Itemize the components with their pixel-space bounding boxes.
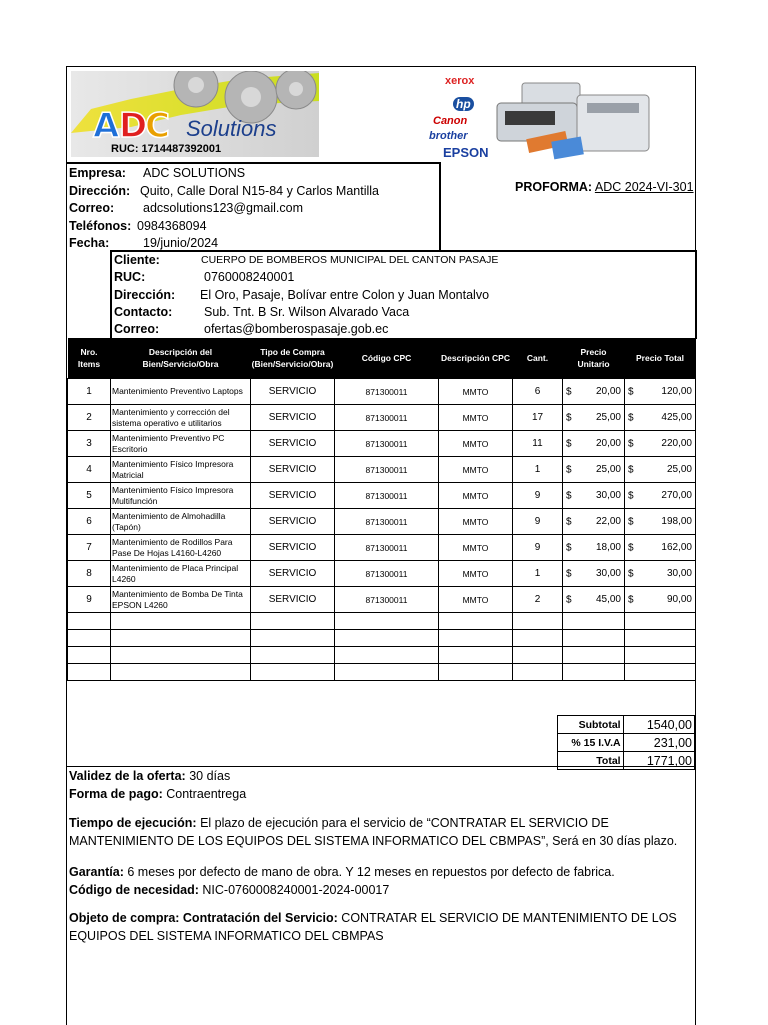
svg-text:A: A [93, 106, 120, 146]
cell-precio-total [625, 457, 696, 483]
table-row [68, 431, 696, 457]
proforma-value: ADC 2024-VI-301 [594, 180, 694, 194]
cell-nro: 8 [68, 561, 111, 587]
brand-hp: hp [453, 97, 474, 111]
company-info [67, 162, 441, 252]
table-header-row [68, 338, 696, 379]
brand-canon: Canon [433, 115, 468, 127]
validez-line [69, 767, 689, 785]
table-row [68, 379, 696, 405]
objeto-value: CONTRATAR EL SERVICIO DE MANTENIMIENTO DE LOS EQUIPOS DEL SISTEMA INFORMATICO DEL CBMPAS [69, 911, 677, 943]
garantia-label: Garantía: [69, 865, 124, 879]
cell-descripcion-cpc: MMTO [439, 431, 513, 457]
cell-tipo: SERVICIO [251, 431, 335, 457]
total-value: 1771,00 [623, 752, 694, 770]
tiempo-label: Tiempo de ejecución: [69, 816, 197, 830]
cell-nro: 5 [68, 483, 111, 509]
cell-descripcion: Mantenimiento y corrección del sistema operativo e utilitarios [111, 405, 251, 431]
client-correo-label: Correo: [114, 322, 160, 336]
precio-unitario-value: 20,00 [595, 438, 621, 449]
cell-codigo-cpc: 871300011 [335, 587, 439, 613]
precio-unitario-value: 20,00 [595, 386, 621, 397]
cell-nro: 1 [68, 379, 111, 405]
cell-codigo-cpc: 871300011 [335, 483, 439, 509]
currency-symbol: $ [566, 594, 572, 605]
cell-cantidad: 6 [513, 379, 563, 405]
tiempo-ejecucion [69, 814, 689, 850]
objeto-label: Objeto de compra: Contratación del Servicio: [69, 911, 338, 925]
cell-descripcion: Mantenimiento de Almohadilla (Tapón) [111, 509, 251, 535]
cell-codigo-cpc: 871300011 [335, 431, 439, 457]
cell-tipo: SERVICIO [251, 509, 335, 535]
cell-precio-total [625, 431, 696, 457]
fecha-label: Fecha: [69, 236, 110, 250]
cell-descripcion-cpc: MMTO [439, 405, 513, 431]
cell-descripcion-cpc: MMTO [439, 587, 513, 613]
currency-symbol: $ [628, 386, 634, 397]
telefonos-value: 0984368094 [137, 219, 207, 233]
cell-cantidad: 2 [513, 587, 563, 613]
currency-symbol: $ [566, 438, 572, 449]
table-row [68, 535, 696, 561]
currency-symbol: $ [628, 490, 634, 501]
cell-precio-total [625, 535, 696, 561]
currency-symbol: $ [566, 542, 572, 553]
cell-precio-unitario [563, 535, 625, 561]
garantia-value: 6 meses por defecto de mano de obra. Y 12 meses en repuestos por defecto de fabrica. [127, 865, 615, 879]
cell-descripcion: Mantenimiento Preventivo PC Escritorio [111, 431, 251, 457]
cell-nro: 4 [68, 457, 111, 483]
cell-precio-total [625, 561, 696, 587]
cell-codigo-cpc: 871300011 [335, 379, 439, 405]
header-precio-unitario: Precio Unitario [563, 338, 625, 379]
currency-symbol: $ [628, 542, 634, 553]
precio-unitario-value: 25,00 [595, 412, 621, 423]
cell-descripcion-cpc: MMTO [439, 483, 513, 509]
currency-symbol: $ [628, 412, 634, 423]
svg-text:D: D [119, 106, 148, 146]
precio-unitario-value: 30,00 [595, 568, 621, 579]
cell-tipo: SERVICIO [251, 535, 335, 561]
currency-symbol: $ [566, 464, 572, 475]
cell-precio-unitario [563, 561, 625, 587]
precio-total-value: 90,00 [666, 594, 692, 605]
client-ruc-label: RUC: [114, 270, 146, 284]
cliente-label: Cliente: [114, 253, 160, 267]
cell-tipo: SERVICIO [251, 587, 335, 613]
precio-total-value: 120,00 [661, 386, 692, 397]
precio-total-value: 198,00 [661, 516, 692, 527]
precio-total-value: 162,00 [661, 542, 692, 553]
proforma-label: PROFORMA: [515, 180, 593, 194]
telefonos-label: Teléfonos: [69, 219, 132, 233]
brand-epson: EPSON [443, 145, 489, 160]
cell-codigo-cpc: 871300011 [335, 535, 439, 561]
svg-text:C: C [145, 106, 170, 146]
logo-solutions-text: Solutions [186, 116, 277, 141]
cell-precio-total [625, 587, 696, 613]
cell-descripcion: Mantenimiento de Placa Principal L4260 [111, 561, 251, 587]
pago-label: Forma de pago: [69, 787, 163, 801]
cell-descripcion-cpc: MMTO [439, 457, 513, 483]
subtotal-label: Subtotal [558, 716, 624, 734]
precio-total-value: 220,00 [661, 438, 692, 449]
cliente-row [114, 252, 684, 269]
cell-cantidad: 1 [513, 561, 563, 587]
empresa-label: Empresa: [69, 166, 126, 180]
cell-tipo: SERVICIO [251, 457, 335, 483]
cell-tipo: SERVICIO [251, 561, 335, 587]
validez-label: Validez de la oferta: [69, 769, 186, 783]
garantia-line [69, 863, 689, 881]
cell-cantidad: 9 [513, 483, 563, 509]
brand-brother: brother [429, 130, 468, 142]
cell-nro: 7 [68, 535, 111, 561]
client-direccion-row [114, 287, 684, 304]
empty-row [68, 647, 696, 664]
company-logo [71, 71, 319, 157]
table-row [68, 587, 696, 613]
table-row [68, 483, 696, 509]
cell-precio-total [625, 405, 696, 431]
client-direccion-value: El Oro, Pasaje, Bolívar entre Colon y Juan Montalvo [200, 288, 490, 302]
brand-xerox: xerox [445, 75, 475, 87]
table-row [68, 405, 696, 431]
cell-descripcion-cpc: MMTO [439, 509, 513, 535]
cell-precio-unitario [563, 431, 625, 457]
empty-row [68, 630, 696, 647]
fecha-value: 19/junio/2024 [143, 236, 219, 250]
validez-value: 30 días [189, 769, 231, 783]
currency-symbol: $ [566, 386, 572, 397]
cell-nro: 6 [68, 509, 111, 535]
cell-precio-unitario [563, 379, 625, 405]
proforma-document [66, 66, 696, 1025]
empresa-row [69, 164, 246, 182]
correo-value: adcsolutions123@gmail.com [143, 201, 303, 215]
proforma-number [515, 180, 694, 194]
total-label: Total [558, 752, 624, 770]
cell-precio-unitario [563, 587, 625, 613]
cell-tipo: SERVICIO [251, 405, 335, 431]
logo-ruc: RUC: 1714487392001 [111, 143, 222, 155]
empresa-value: ADC SOLUTIONS [143, 166, 246, 180]
empty-row [68, 613, 696, 630]
codigo-necesidad-line [69, 881, 689, 899]
cell-precio-total [625, 379, 696, 405]
cell-precio-unitario [563, 457, 625, 483]
client-direccion-label: Dirección: [114, 288, 176, 302]
currency-symbol: $ [566, 490, 572, 501]
pago-line [69, 785, 689, 803]
currency-symbol: $ [628, 568, 634, 579]
direccion-row [69, 182, 379, 200]
currency-symbol: $ [628, 594, 634, 605]
cell-codigo-cpc: 871300011 [335, 405, 439, 431]
cell-precio-total [625, 483, 696, 509]
precio-total-value: 25,00 [666, 464, 692, 475]
table-row [68, 509, 696, 535]
currency-symbol: $ [628, 516, 634, 527]
cell-descripcion-cpc: MMTO [439, 561, 513, 587]
contacto-row [114, 304, 684, 321]
correo-label: Correo: [69, 201, 115, 215]
fecha-row [69, 234, 219, 252]
precio-unitario-value: 25,00 [595, 464, 621, 475]
cell-tipo: SERVICIO [251, 483, 335, 509]
cell-precio-unitario [563, 509, 625, 535]
iva-value: 231,00 [623, 734, 694, 752]
cell-descripcion: Mantenimiento de Bomba De Tinta EPSON L4260 [111, 587, 251, 613]
client-info [110, 250, 697, 339]
currency-symbol: $ [566, 412, 572, 423]
printer-brands-image [427, 73, 657, 165]
totals-table [557, 715, 695, 770]
cell-precio-unitario [563, 483, 625, 509]
header-cantidad: Cant. [513, 338, 563, 379]
contacto-label: Contacto: [114, 305, 173, 319]
objeto-compra [69, 909, 689, 945]
precio-total-value: 270,00 [661, 490, 692, 501]
table-row [68, 457, 696, 483]
cell-descripcion-cpc: MMTO [439, 535, 513, 561]
cell-cantidad: 9 [513, 535, 563, 561]
precio-total-value: 30,00 [666, 568, 692, 579]
cell-nro: 3 [68, 431, 111, 457]
currency-symbol: $ [566, 568, 572, 579]
direccion-label: Dirección: [69, 184, 131, 198]
precio-total-value: 425,00 [661, 412, 692, 423]
cell-cantidad: 1 [513, 457, 563, 483]
codigo-value: NIC-0760008240001-2024-00017 [202, 883, 390, 897]
precio-unitario-value: 18,00 [595, 542, 621, 553]
cell-cantidad: 11 [513, 431, 563, 457]
correo-row [69, 199, 303, 217]
header-descripcion: Descripción del Bien/Servicio/Obra [111, 338, 251, 379]
precio-unitario-value: 30,00 [595, 490, 621, 501]
subtotal-value: 1540,00 [623, 716, 694, 734]
header-precio-total: Precio Total [625, 338, 696, 379]
header-nro: Nro. Items [68, 338, 111, 379]
currency-symbol: $ [628, 464, 634, 475]
cell-descripcion: Mantenimiento Físico Impresora Multifunción [111, 483, 251, 509]
table-row [68, 561, 696, 587]
tiempo-text: El plazo de ejecución para el servicio de “CONTRATAR EL SERVICIO DE MANTENIMIENTO DE LOS EQUIPOS DEL SISTEMA INFORMATICO DEL CBMPAS”, Será en 30 días plazo. [69, 816, 678, 848]
client-ruc-row [114, 269, 684, 286]
client-correo-value: ofertas@bomberospasaje.gob.ec [204, 322, 389, 336]
cell-descripcion: Mantenimiento Físico Impresora Matricial [111, 457, 251, 483]
currency-symbol: $ [566, 516, 572, 527]
direccion-value: Quito, Calle Doral N15-84 y Carlos Mantilla [140, 184, 379, 198]
empty-row [68, 664, 696, 681]
subtotal-row [558, 716, 695, 734]
iva-label: % 15 I.V.A [558, 734, 624, 752]
currency-symbol: $ [628, 438, 634, 449]
iva-row [558, 734, 695, 752]
cell-precio-unitario [563, 405, 625, 431]
cell-descripcion: Mantenimiento Preventivo Laptops [111, 379, 251, 405]
cliente-value: CUERPO DE BOMBEROS MUNICIPAL DEL CANTON PASAJE [201, 254, 499, 266]
cell-codigo-cpc: 871300011 [335, 509, 439, 535]
cell-descripcion-cpc: MMTO [439, 379, 513, 405]
contacto-value: Sub. Tnt. B Sr. Wilson Alvarado Vaca [204, 305, 410, 319]
precio-unitario-value: 22,00 [595, 516, 621, 527]
pago-value: Contraentrega [166, 787, 247, 801]
cell-cantidad: 17 [513, 405, 563, 431]
cell-nro: 9 [68, 587, 111, 613]
precio-unitario-value: 45,00 [595, 594, 621, 605]
codigo-label: Código de necesidad: [69, 883, 199, 897]
cell-cantidad: 9 [513, 509, 563, 535]
client-ruc-value: 0760008240001 [204, 270, 295, 284]
cell-precio-total [625, 509, 696, 535]
header-tipo-compra: Tipo de Compra (Bien/Servicio/Obra) [251, 338, 335, 379]
header-descripcion-cpc: Descripción CPC [439, 338, 513, 379]
cell-codigo-cpc: 871300011 [335, 561, 439, 587]
cell-codigo-cpc: 871300011 [335, 457, 439, 483]
cell-nro: 2 [68, 405, 111, 431]
header-codigo-cpc: Código CPC [335, 338, 439, 379]
cell-descripcion: Mantenimiento de Rodillos Para Pase De Hojas L4160-L4260 [111, 535, 251, 561]
cell-tipo: SERVICIO [251, 379, 335, 405]
client-correo-row [114, 321, 684, 338]
telefonos-row [69, 217, 207, 235]
items-table [67, 338, 696, 681]
